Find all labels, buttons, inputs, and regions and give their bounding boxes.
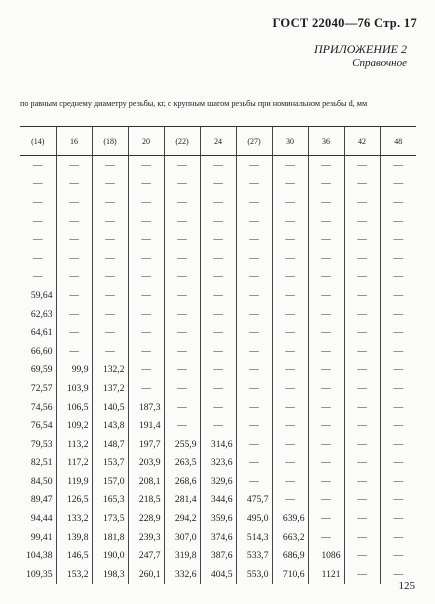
table-cell: —	[308, 509, 344, 528]
table-cell: —	[308, 193, 344, 212]
column-header: (14)	[20, 127, 56, 156]
table-cell: —	[380, 416, 416, 435]
table-cell: —	[92, 193, 128, 212]
table-cell: 374,6	[200, 528, 236, 547]
table-cell: —	[272, 230, 308, 249]
table-cell: 203,9	[128, 454, 164, 473]
table-cell: —	[380, 212, 416, 231]
table-cell: 59,64	[30, 289, 53, 301]
table-cell: 187,3	[128, 398, 164, 417]
table-cell: 387,6	[200, 546, 236, 565]
appendix-title: ПРИЛОЖЕНИЕ 2	[314, 42, 407, 56]
table-cell: —	[56, 286, 92, 305]
table-cell: —	[344, 509, 380, 528]
table-cell: —	[344, 230, 380, 249]
table-row	[20, 249, 416, 268]
table-row	[20, 268, 416, 287]
table-row	[20, 286, 416, 305]
table-row	[20, 230, 416, 249]
table-cell: —	[308, 156, 344, 175]
table-cell: —	[308, 286, 344, 305]
table-cell: —	[380, 342, 416, 361]
table-cell: —	[344, 212, 380, 231]
table-cell: —	[344, 361, 380, 380]
table-cell: —	[56, 323, 92, 342]
table-cell: 117,2	[56, 454, 92, 473]
data-table	[20, 126, 416, 584]
table-cell: —	[236, 435, 272, 454]
table-cell: —	[200, 305, 236, 324]
table-cell: 495,0	[236, 509, 272, 528]
table-cell: 119,9	[56, 472, 92, 491]
table-cell: —	[344, 398, 380, 417]
table-cell: 663,2	[272, 528, 308, 547]
table-cell: —	[272, 435, 308, 454]
table-cell: 139,8	[56, 528, 92, 547]
table-cell: —	[236, 156, 272, 175]
table-cell: 173,5	[92, 509, 128, 528]
table-cell: —	[56, 305, 92, 324]
table-cell: —	[164, 398, 200, 417]
table-row	[20, 528, 416, 547]
table-cell: —	[272, 156, 308, 175]
column-header: 42	[344, 127, 380, 156]
table-cell: —	[164, 323, 200, 342]
table-cell: —	[344, 435, 380, 454]
table-cell: 126,5	[56, 491, 92, 510]
table-cell: —	[344, 268, 380, 287]
table-cell: —	[272, 361, 308, 380]
table-cell: —	[164, 249, 200, 268]
table-cell: 190,0	[92, 546, 128, 565]
table-cell: —	[164, 342, 200, 361]
table-cell: 99,9	[56, 361, 92, 380]
table-cell: 263,5	[164, 454, 200, 473]
table-cell: —	[308, 230, 344, 249]
table-cell: 191,4	[128, 416, 164, 435]
table-cell: 74,56	[30, 401, 53, 413]
table-cell: —	[272, 268, 308, 287]
table-cell: 260,1	[128, 565, 164, 584]
table-cell: —	[56, 230, 92, 249]
table-cell: —	[380, 509, 416, 528]
table-cell: 639,6	[272, 509, 308, 528]
table-cell: —	[32, 178, 43, 190]
table-cell: —	[272, 305, 308, 324]
table-cell: —	[308, 323, 344, 342]
table-cell: —	[344, 305, 380, 324]
table-cell: —	[308, 212, 344, 231]
table-cell: —	[344, 565, 380, 584]
table-cell: —	[236, 398, 272, 417]
column-header: (18)	[92, 127, 128, 156]
table-cell: —	[344, 323, 380, 342]
table-row	[20, 491, 416, 510]
table-cell: —	[380, 286, 416, 305]
table-cell: —	[380, 230, 416, 249]
table-cell: 294,2	[164, 509, 200, 528]
table-cell: —	[164, 230, 200, 249]
table-cell: —	[344, 286, 380, 305]
table-cell: 148,7	[92, 435, 128, 454]
table-cell: 84,50	[30, 475, 53, 487]
table-cell: —	[236, 416, 272, 435]
table-cell: 553,0	[236, 565, 272, 584]
table-cell: —	[308, 268, 344, 287]
table-cell: 533,7	[236, 546, 272, 565]
table-cell: —	[128, 361, 164, 380]
table-cell: —	[272, 472, 308, 491]
table-cell: —	[128, 323, 164, 342]
table-cell: —	[92, 175, 128, 194]
table-cell: —	[272, 249, 308, 268]
table-cell: —	[380, 249, 416, 268]
table-cell: —	[128, 175, 164, 194]
table-cell: —	[380, 268, 416, 287]
table-cell: —	[92, 342, 128, 361]
table-row	[20, 416, 416, 435]
table-cell: 247,7	[128, 546, 164, 565]
table-cell: 332,6	[164, 565, 200, 584]
table-cell: —	[200, 342, 236, 361]
table-cell: —	[236, 342, 272, 361]
table-cell: —	[308, 398, 344, 417]
table-cell: —	[236, 249, 272, 268]
table-cell: —	[308, 249, 344, 268]
table-cell: —	[164, 286, 200, 305]
table-cell: —	[200, 268, 236, 287]
table-cell: —	[380, 305, 416, 324]
table-cell: —	[236, 472, 272, 491]
table-cell: —	[236, 286, 272, 305]
table-cell: 62,63	[30, 308, 53, 320]
table-cell: —	[236, 212, 272, 231]
table-row	[20, 454, 416, 473]
table-cell: —	[272, 398, 308, 417]
table-cell: 329,6	[200, 472, 236, 491]
table-cell: —	[56, 193, 92, 212]
table-cell: —	[92, 156, 128, 175]
table-cell: —	[128, 230, 164, 249]
table-cell: —	[92, 249, 128, 268]
table-cell: 710,6	[272, 565, 308, 584]
table-cell: 69,59	[30, 364, 53, 376]
table-body	[20, 156, 416, 584]
column-header: (22)	[164, 127, 200, 156]
table-cell: —	[380, 193, 416, 212]
table-cell: —	[200, 193, 236, 212]
table-cell: —	[200, 398, 236, 417]
table-cell: —	[380, 454, 416, 473]
table-cell: —	[236, 454, 272, 473]
table-cell: —	[200, 175, 236, 194]
table-cell: 109,35	[26, 568, 53, 580]
table-cell: —	[308, 379, 344, 398]
table-cell: 1121	[308, 565, 344, 584]
table-cell: 1086	[308, 546, 344, 565]
table-cell: 79,53	[30, 438, 53, 450]
table-row	[20, 472, 416, 491]
table-cell: —	[56, 342, 92, 361]
table-cell: 76,54	[30, 420, 53, 432]
table-cell: —	[380, 361, 416, 380]
table-cell: —	[380, 546, 416, 565]
table-cell: 153,2	[56, 565, 92, 584]
table-row	[20, 509, 416, 528]
table-cell: 268,6	[164, 472, 200, 491]
table-cell: —	[308, 305, 344, 324]
table-cell: 104,38	[26, 550, 53, 562]
table-cell: —	[344, 491, 380, 510]
table-cell: —	[164, 175, 200, 194]
table-cell: —	[32, 215, 43, 227]
table-cell: —	[200, 249, 236, 268]
table-cell: —	[56, 268, 92, 287]
table-cell: —	[344, 546, 380, 565]
table-cell: 239,3	[128, 528, 164, 547]
table-cell: 157,0	[92, 472, 128, 491]
table-cell: —	[56, 175, 92, 194]
table-cell: 66,60	[30, 345, 53, 357]
table-cell: —	[380, 156, 416, 175]
table-cell: —	[164, 379, 200, 398]
table-cell: —	[272, 491, 308, 510]
appendix-subtitle: Справочное	[352, 57, 407, 69]
table-cell: —	[272, 379, 308, 398]
table-cell: —	[200, 379, 236, 398]
table-cell: —	[56, 156, 92, 175]
table-cell: —	[308, 528, 344, 547]
table-cell: —	[128, 305, 164, 324]
table-cell: —	[344, 472, 380, 491]
table-cell: 197,7	[128, 435, 164, 454]
table-row	[20, 546, 416, 565]
table-cell: 255,9	[164, 435, 200, 454]
column-header: 16	[56, 127, 92, 156]
table-cell: —	[344, 175, 380, 194]
table-cell: —	[32, 234, 43, 246]
table-cell: 307,0	[164, 528, 200, 547]
table-cell: —	[344, 193, 380, 212]
table-cell: —	[200, 230, 236, 249]
column-header: 30	[272, 127, 308, 156]
table-cell: —	[380, 175, 416, 194]
table-cell: —	[128, 286, 164, 305]
table-cell: —	[272, 323, 308, 342]
table-cell: 181,8	[92, 528, 128, 547]
table-cell: —	[92, 268, 128, 287]
table-cell: —	[344, 249, 380, 268]
table-row	[20, 305, 416, 324]
table-cell: 228,9	[128, 509, 164, 528]
table-cell: 475,7	[236, 491, 272, 510]
table-cell: —	[92, 212, 128, 231]
table-cell: —	[380, 472, 416, 491]
table-cell: —	[128, 249, 164, 268]
table-cell: —	[56, 212, 92, 231]
table-cell: —	[344, 454, 380, 473]
table-cell: —	[308, 416, 344, 435]
table-row	[20, 193, 416, 212]
table-cell: —	[308, 435, 344, 454]
table-cell: —	[236, 268, 272, 287]
table-cell: 133,2	[56, 509, 92, 528]
table-row	[20, 342, 416, 361]
table-cell: 109,2	[56, 416, 92, 435]
table-cell: —	[164, 193, 200, 212]
table-cell: —	[272, 416, 308, 435]
table-cell: —	[164, 268, 200, 287]
table-cell: —	[308, 454, 344, 473]
table-cell: 103,9	[56, 379, 92, 398]
table-cell: —	[128, 379, 164, 398]
table-cell: 132,2	[92, 361, 128, 380]
table-cell: —	[272, 454, 308, 473]
table-cell: —	[56, 249, 92, 268]
table-cell: —	[164, 305, 200, 324]
table-cell: —	[272, 175, 308, 194]
column-header: 48	[380, 127, 416, 156]
table-cell: 113,2	[56, 435, 92, 454]
table-cell: —	[344, 342, 380, 361]
table-cell: —	[308, 472, 344, 491]
column-header: 24	[200, 127, 236, 156]
table-row	[20, 398, 416, 417]
table-cell: 686,9	[272, 546, 308, 565]
table-cell: —	[164, 416, 200, 435]
table-cell: —	[272, 342, 308, 361]
table-cell: 319,8	[164, 546, 200, 565]
page-number: 125	[398, 580, 415, 592]
table-cell: 198,3	[92, 565, 128, 584]
table-cell: 153,7	[92, 454, 128, 473]
table-cell: —	[344, 379, 380, 398]
table-cell: 281,4	[164, 491, 200, 510]
table-cell: 89,47	[30, 494, 53, 506]
table-cell: —	[200, 286, 236, 305]
table-cell: 165,3	[92, 491, 128, 510]
table-cell: —	[272, 193, 308, 212]
table-cell: —	[308, 175, 344, 194]
table-cell: —	[236, 361, 272, 380]
table-row	[20, 323, 416, 342]
table-cell: —	[32, 252, 43, 264]
table-cell: 94,44	[30, 513, 53, 525]
table-cell: —	[380, 528, 416, 547]
table-caption: по равным среднему диаметру резьбы, кг, с крупным шагом резьбы при номинальном резьбы d, мм	[20, 99, 368, 108]
table-cell: —	[308, 491, 344, 510]
table-cell: —	[380, 565, 416, 584]
table-cell: —	[200, 212, 236, 231]
table-cell: —	[272, 212, 308, 231]
table-cell: —	[236, 175, 272, 194]
table-cell: —	[164, 156, 200, 175]
table-cell: —	[200, 416, 236, 435]
table-cell: —	[92, 305, 128, 324]
table-cell: 82,51	[30, 457, 53, 469]
table-cell: —	[272, 286, 308, 305]
table-cell: —	[200, 156, 236, 175]
table-cell: —	[92, 323, 128, 342]
table-cell: 404,5	[200, 565, 236, 584]
table-cell: 323,6	[200, 454, 236, 473]
table-cell: 359,6	[200, 509, 236, 528]
table-cell: —	[128, 212, 164, 231]
table-row	[20, 156, 416, 175]
table-cell: 64,61	[30, 327, 53, 339]
column-header: 36	[308, 127, 344, 156]
table-cell: —	[380, 491, 416, 510]
table-cell: 99,41	[30, 531, 53, 543]
table-cell: —	[236, 379, 272, 398]
table-cell: —	[128, 156, 164, 175]
table-cell: 514,3	[236, 528, 272, 547]
table-cell: —	[344, 528, 380, 547]
table-cell: 146,5	[56, 546, 92, 565]
table-cell: —	[32, 196, 43, 208]
table-cell: 106,5	[56, 398, 92, 417]
table-cell: 218,5	[128, 491, 164, 510]
table-cell: —	[32, 271, 43, 283]
table-cell: —	[128, 342, 164, 361]
column-header: (27)	[236, 127, 272, 156]
table-cell: —	[32, 159, 43, 171]
table-cell: 314,6	[200, 435, 236, 454]
column-header: 20	[128, 127, 164, 156]
table-cell: —	[92, 286, 128, 305]
table-cell: —	[380, 398, 416, 417]
table-cell: —	[380, 323, 416, 342]
table-cell: —	[236, 230, 272, 249]
table-cell: —	[164, 361, 200, 380]
table-cell: 72,57	[30, 382, 53, 394]
table-cell: —	[380, 435, 416, 454]
table-cell: 137,2	[92, 379, 128, 398]
page-header: ГОСТ 22040—76 Стр. 17	[272, 16, 417, 30]
table-cell: —	[200, 323, 236, 342]
table-cell: —	[344, 156, 380, 175]
table-cell: —	[308, 342, 344, 361]
table-cell: —	[128, 268, 164, 287]
table-row	[20, 379, 416, 398]
appendix-label	[314, 42, 407, 70]
table-row	[20, 435, 416, 454]
table-cell: —	[200, 361, 236, 380]
table-cell: 344,6	[200, 491, 236, 510]
table-cell: —	[164, 212, 200, 231]
table-row	[20, 175, 416, 194]
table-cell: —	[344, 416, 380, 435]
table-header-row	[20, 127, 416, 156]
table-cell: —	[236, 305, 272, 324]
table-cell: 143,8	[92, 416, 128, 435]
table-cell: —	[236, 323, 272, 342]
table-cell: 140,5	[92, 398, 128, 417]
table-cell: 208,1	[128, 472, 164, 491]
table-cell: —	[92, 230, 128, 249]
table-cell: —	[380, 379, 416, 398]
table-row	[20, 212, 416, 231]
table-cell: —	[236, 193, 272, 212]
table-cell: —	[128, 193, 164, 212]
table-row	[20, 565, 416, 584]
table-cell: —	[308, 361, 344, 380]
table-row	[20, 361, 416, 380]
